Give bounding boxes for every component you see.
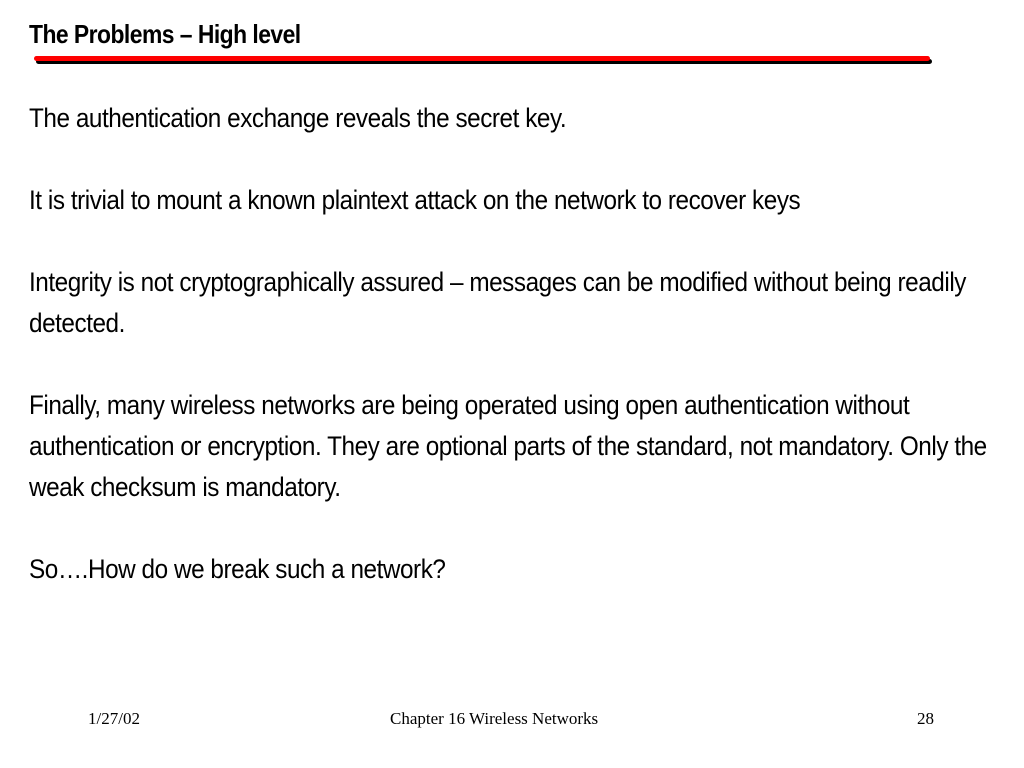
paragraph-integrity: Integrity is not cryptographically assured – messages can be modified without being readily detected.: [29, 267, 966, 338]
paragraph-open-authentication: Finally, many wireless networks are being operated using open authentication without authentication or encryption. They are optional parts of the standard, not mandatory. Only the weak checksum is mandatory.: [29, 390, 987, 502]
slide-body: [29, 98, 1024, 590]
slide-title: The Problems – High level: [29, 19, 301, 49]
footer-page-number: 28: [917, 709, 934, 728]
footer-chapter-title: Chapter 16 Wireless Networks: [390, 709, 599, 728]
footer-date: 1/27/02: [88, 709, 140, 728]
paragraph-auth-exchange: The authentication exchange reveals the secret key.: [29, 103, 567, 133]
title-underline: [34, 56, 930, 61]
paragraph-question: So….How do we break such a network?: [29, 554, 446, 584]
paragraph-plaintext-attack: It is trivial to mount a known plaintext attack on the network to recover keys: [29, 185, 801, 215]
